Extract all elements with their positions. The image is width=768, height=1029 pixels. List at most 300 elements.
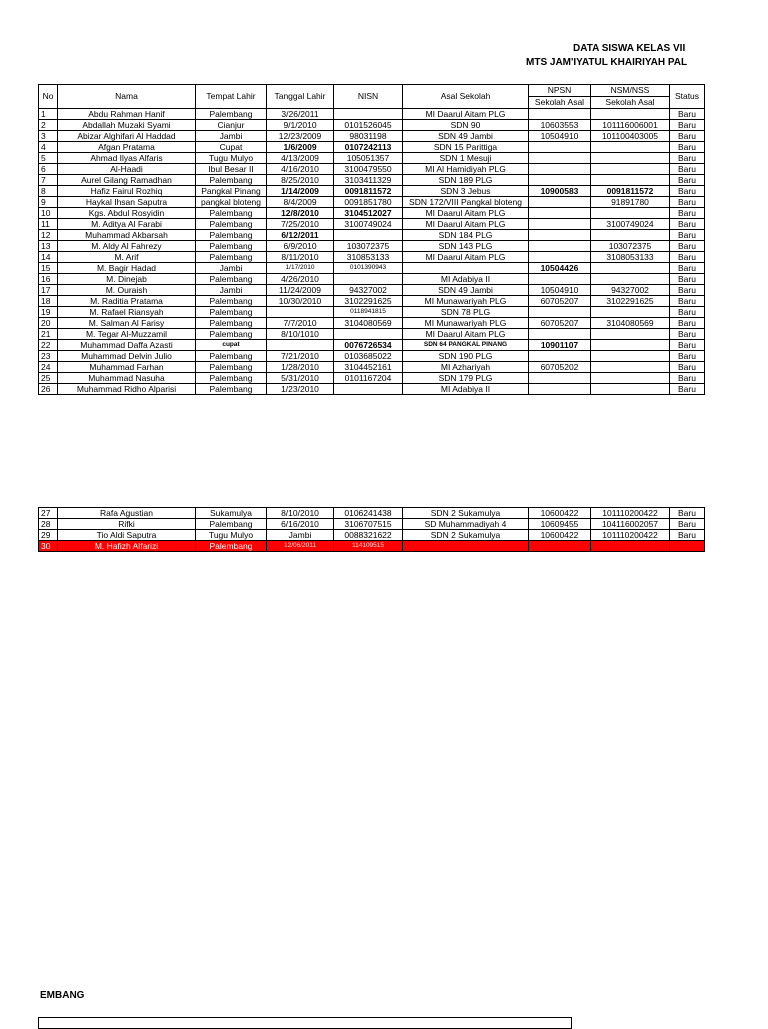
table-row	[39, 307, 705, 318]
cell-no: 20	[39, 318, 58, 329]
table-row	[39, 530, 705, 541]
cell-npsn	[529, 175, 591, 186]
cell-npsn: 60705202	[529, 362, 591, 373]
cell-tanggal: 4/26/2010	[267, 274, 334, 285]
cell-nama: Al-Haadi	[58, 164, 196, 175]
cell-nama: M. Arif	[58, 252, 196, 263]
cell-nisn: 98031198	[334, 131, 403, 142]
cell-tanggal: 8/25/2010	[267, 175, 334, 186]
cell-nsm	[591, 274, 670, 285]
cell-nisn: 105051357	[334, 153, 403, 164]
cell-nama: M. Aditya Al Farabi	[58, 219, 196, 230]
cell-nama: M. Salman Al Farisy	[58, 318, 196, 329]
cell-nama: Rafa Agustian	[58, 508, 196, 519]
cell-tanggal: 8/11/2010	[267, 252, 334, 263]
cell-nama: Hafiz Fairul Rozhiq	[58, 186, 196, 197]
cell-status: Baru	[670, 263, 705, 274]
table-row	[39, 208, 705, 219]
cell-nisn: 3100479550	[334, 164, 403, 175]
cell-npsn	[529, 219, 591, 230]
cell-asal: SDN 78 PLG	[403, 307, 529, 318]
doc-title-line3: EMBANG	[40, 990, 85, 1001]
cell-tempat: Jambi	[196, 263, 267, 274]
cell-no: 26	[39, 384, 58, 395]
cell-tanggal: 8/10/1010	[267, 329, 334, 340]
cell-npsn: 10504910	[529, 285, 591, 296]
cell-asal: SDN 49 Jambi	[403, 131, 529, 142]
cell-npsn	[529, 109, 591, 120]
cell-nisn: 0107242113	[334, 142, 403, 153]
cell-tanggal: 5/31/2010	[267, 373, 334, 384]
cell-tempat: Palembang	[196, 208, 267, 219]
cell-tanggal: 4/13/2009	[267, 153, 334, 164]
cell-asal: MI Al Hamidiyah PLG	[403, 164, 529, 175]
table-row	[39, 230, 705, 241]
cell-nsm	[591, 175, 670, 186]
cell-nisn: 310853133	[334, 252, 403, 263]
cell-tempat: Tugu Mulyo	[196, 530, 267, 541]
cell-npsn: 10600422	[529, 530, 591, 541]
cell-tempat: Palembang	[196, 541, 267, 552]
cell-nama: M. Hafizh Alfarizi	[58, 541, 196, 552]
cell-asal	[403, 541, 529, 552]
cell-status: Baru	[670, 186, 705, 197]
cell-nsm: 101110200422	[591, 530, 670, 541]
cell-npsn: 10901107	[529, 340, 591, 351]
cell-asal: MI Daarul Aitam PLG	[403, 208, 529, 219]
cell-nsm	[591, 230, 670, 241]
cell-nama: M. Aldy Al Fahrezy	[58, 241, 196, 252]
cell-tempat: Jambi	[196, 285, 267, 296]
cell-nsm	[591, 164, 670, 175]
table-row	[39, 142, 705, 153]
table-row	[39, 131, 705, 142]
cell-no: 29	[39, 530, 58, 541]
cell-status	[670, 541, 705, 552]
cell-nama: M. Raditia Pratama	[58, 296, 196, 307]
cell-status: Baru	[670, 285, 705, 296]
table-row	[39, 296, 705, 307]
cell-nama: M. Bagir Hadad	[58, 263, 196, 274]
cell-no: 6	[39, 164, 58, 175]
cell-no: 8	[39, 186, 58, 197]
cell-nisn: 3104080569	[334, 318, 403, 329]
table-row	[39, 153, 705, 164]
cell-asal: SDN 64 PANGKAL PINANG	[403, 340, 529, 351]
cell-status: Baru	[670, 318, 705, 329]
cell-no: 2	[39, 120, 58, 131]
cell-tanggal: 6/16/2010	[267, 519, 334, 530]
cell-no: 19	[39, 307, 58, 318]
cell-tempat: Palembang	[196, 373, 267, 384]
cell-status: Baru	[670, 362, 705, 373]
cell-tempat: Palembang	[196, 230, 267, 241]
cell-status: Baru	[670, 296, 705, 307]
cell-nisn: 0101167204	[334, 373, 403, 384]
cell-nisn	[334, 329, 403, 340]
cell-nsm: 3108053133	[591, 252, 670, 263]
cell-no: 25	[39, 373, 58, 384]
cell-nisn: 0118941815	[334, 307, 403, 318]
cell-npsn	[529, 241, 591, 252]
cell-nisn: 3106707515	[334, 519, 403, 530]
cell-npsn	[529, 384, 591, 395]
cell-nama: M. Dinejab	[58, 274, 196, 285]
cell-nisn	[334, 109, 403, 120]
cell-status: Baru	[670, 120, 705, 131]
cell-status: Baru	[670, 351, 705, 362]
cell-asal: SDN 190 PLG	[403, 351, 529, 362]
cell-nama: Muhammad Ridho Alparisi	[58, 384, 196, 395]
cell-tanggal: 8/10/2010	[267, 508, 334, 519]
cell-tempat: Palembang	[196, 109, 267, 120]
cell-no: 28	[39, 519, 58, 530]
table-row	[39, 285, 705, 296]
cell-status: Baru	[670, 329, 705, 340]
header-npsn-sub: Sekolah Asal	[529, 97, 591, 109]
cell-status: Baru	[670, 208, 705, 219]
cell-no: 7	[39, 175, 58, 186]
cell-nisn: 3104452161	[334, 362, 403, 373]
cell-asal	[403, 263, 529, 274]
cell-npsn: 10609455	[529, 519, 591, 530]
table-row	[39, 120, 705, 131]
cell-nisn: 103072375	[334, 241, 403, 252]
cell-nama: Muhammad Nasuha	[58, 373, 196, 384]
cell-tempat: Palembang	[196, 296, 267, 307]
cell-tempat: Tugu Mulyo	[196, 153, 267, 164]
cell-nisn: 0091851780	[334, 197, 403, 208]
cell-asal: SDN 2 Sukamulya	[403, 508, 529, 519]
cell-no: 22	[39, 340, 58, 351]
cell-tanggal: 7/21/2010	[267, 351, 334, 362]
cell-nisn	[334, 384, 403, 395]
cell-tanggal: 12/23/2009	[267, 131, 334, 142]
cell-tempat: Cupat	[196, 142, 267, 153]
cell-tanggal: 10/30/2010	[267, 296, 334, 307]
cell-asal: SDN 172/VIII Pangkal bloteng	[403, 197, 529, 208]
header-tanggal-lahir: Tanggal Lahir	[267, 85, 334, 109]
header-asal-sekolah: Asal Sekolah	[403, 85, 529, 109]
cell-nsm: 3104080569	[591, 318, 670, 329]
cell-nsm: 101100403005	[591, 131, 670, 142]
cell-tempat: Palembang	[196, 307, 267, 318]
cell-tempat: Palembang	[196, 519, 267, 530]
cell-nisn: 0101390943	[334, 263, 403, 274]
cell-nsm	[591, 384, 670, 395]
cell-status: Baru	[670, 530, 705, 541]
cell-nsm	[591, 351, 670, 362]
cell-tanggal: 12/8/2010	[267, 208, 334, 219]
cell-asal: SDN 2 Sukamulya	[403, 530, 529, 541]
cell-nsm: 3102291625	[591, 296, 670, 307]
cell-nama: Ahmad Ilyas Alfaris	[58, 153, 196, 164]
table-row	[39, 241, 705, 252]
cell-nsm	[591, 153, 670, 164]
cell-status: Baru	[670, 230, 705, 241]
cell-tempat: Ibul Besar II	[196, 164, 267, 175]
cell-nsm	[591, 541, 670, 552]
cell-npsn: 10600422	[529, 508, 591, 519]
cell-tanggal: 1/6/2009	[267, 142, 334, 153]
cell-asal: SDN 143 PLG	[403, 241, 529, 252]
cell-tempat: cupat	[196, 340, 267, 351]
cell-nsm	[591, 142, 670, 153]
cell-no: 23	[39, 351, 58, 362]
cell-nama: Afgan Pratama	[58, 142, 196, 153]
cell-nisn: 114109515	[334, 541, 403, 552]
cell-no: 1	[39, 109, 58, 120]
cell-status: Baru	[670, 384, 705, 395]
cell-no: 5	[39, 153, 58, 164]
table-row	[39, 340, 705, 351]
cell-status: Baru	[670, 142, 705, 153]
cell-nama: M. Rafael Riansyah	[58, 307, 196, 318]
cell-no: 18	[39, 296, 58, 307]
cell-no: 10	[39, 208, 58, 219]
cell-no: 15	[39, 263, 58, 274]
cell-status: Baru	[670, 373, 705, 384]
cell-status: Baru	[670, 508, 705, 519]
cell-tempat: Palembang	[196, 175, 267, 186]
cell-tempat: Palembang	[196, 384, 267, 395]
table-row	[39, 318, 705, 329]
cell-nisn	[334, 230, 403, 241]
cell-npsn: 10504426	[529, 263, 591, 274]
header-nsm-sub: Sekolah Asal	[591, 97, 670, 109]
cell-status: Baru	[670, 153, 705, 164]
doc-title-line2: MTS JAM'IYATUL KHAIRIYAH PAL	[526, 57, 688, 68]
cell-nisn	[334, 274, 403, 285]
partial-table-edge	[38, 1017, 572, 1029]
student-table	[38, 84, 705, 395]
cell-npsn	[529, 252, 591, 263]
cell-asal: SDN 49 Jambi	[403, 285, 529, 296]
cell-nama: Rifki	[58, 519, 196, 530]
cell-tempat: Palembang	[196, 351, 267, 362]
cell-asal: SDN 15 Parittiga	[403, 142, 529, 153]
cell-tempat: Palembang	[196, 318, 267, 329]
cell-nsm: 91891780	[591, 197, 670, 208]
cell-nama: Muhammad Delvin Julio	[58, 351, 196, 362]
cell-tempat: Palembang	[196, 274, 267, 285]
cell-nisn: 0103685022	[334, 351, 403, 362]
cell-asal: SDN 1 Mesuji	[403, 153, 529, 164]
cell-asal: MI Adabiya II	[403, 274, 529, 285]
cell-status: Baru	[670, 109, 705, 120]
cell-nama: Muhammad Daffa Azasti	[58, 340, 196, 351]
cell-no: 13	[39, 241, 58, 252]
cell-no: 27	[39, 508, 58, 519]
cell-status: Baru	[670, 340, 705, 351]
cell-nisn: 0088321622	[334, 530, 403, 541]
cell-asal: SDN 184 PLG	[403, 230, 529, 241]
table-row	[39, 373, 705, 384]
cell-tanggal: 6/12/2011	[267, 230, 334, 241]
cell-nama: M. Ouraish	[58, 285, 196, 296]
cell-no: 14	[39, 252, 58, 263]
cell-tanggal: 1/14/2009	[267, 186, 334, 197]
cell-no: 11	[39, 219, 58, 230]
cell-no: 24	[39, 362, 58, 373]
cell-npsn	[529, 329, 591, 340]
cell-nisn: 0106241438	[334, 508, 403, 519]
cell-asal: SDN 90	[403, 120, 529, 131]
header-tempat-lahir: Tempat Lahir	[196, 85, 267, 109]
cell-nsm	[591, 109, 670, 120]
header-row	[39, 85, 705, 97]
cell-nsm: 0091811572	[591, 186, 670, 197]
cell-no: 12	[39, 230, 58, 241]
cell-no: 21	[39, 329, 58, 340]
cell-asal: MI Azhariyah	[403, 362, 529, 373]
cell-no: 17	[39, 285, 58, 296]
cell-tempat: Palembang	[196, 219, 267, 230]
header-nisn: NISN	[334, 85, 403, 109]
cell-asal: MI Daarul Aitam PLG	[403, 219, 529, 230]
cell-tempat: pangkal bloteng	[196, 197, 267, 208]
table-row	[39, 519, 705, 530]
header-npsn: NPSN	[529, 85, 591, 97]
cell-nama: M. Tegar Al-Muzzamil	[58, 329, 196, 340]
table-row	[39, 109, 705, 120]
cell-npsn: 60705207	[529, 296, 591, 307]
table-row	[39, 263, 705, 274]
cell-asal: MI Adabiya II	[403, 384, 529, 395]
cell-tanggal: 11/24/2009	[267, 285, 334, 296]
cell-nsm	[591, 329, 670, 340]
cell-asal: SD Muhammadiyah 4	[403, 519, 529, 530]
cell-nisn: 0076726534	[334, 340, 403, 351]
cell-nama: Aurel Gilang Ramadhan	[58, 175, 196, 186]
cell-nsm	[591, 307, 670, 318]
cell-asal: MI Munawariyah PLG	[403, 318, 529, 329]
cell-nama: Haykal Ihsan Saputra	[58, 197, 196, 208]
cell-no: 4	[39, 142, 58, 153]
cell-nisn: 3102291625	[334, 296, 403, 307]
cell-status: Baru	[670, 219, 705, 230]
cell-nisn: 94327002	[334, 285, 403, 296]
cell-nsm	[591, 263, 670, 274]
cell-npsn	[529, 230, 591, 241]
cell-status: Baru	[670, 131, 705, 142]
table-row	[39, 197, 705, 208]
cell-npsn: 60705207	[529, 318, 591, 329]
cell-status: Baru	[670, 252, 705, 263]
cell-tempat: Palembang	[196, 241, 267, 252]
cell-nsm	[591, 362, 670, 373]
cell-nama: Muhammad Farhan	[58, 362, 196, 373]
table-row	[39, 164, 705, 175]
cell-nsm	[591, 340, 670, 351]
table-row	[39, 362, 705, 373]
table-row	[39, 252, 705, 263]
cell-status: Baru	[670, 519, 705, 530]
cell-tanggal: 8/4/2009	[267, 197, 334, 208]
table-row	[39, 329, 705, 340]
cell-asal: MI Daarul Aitam PLG	[403, 329, 529, 340]
cell-tempat: Palembang	[196, 329, 267, 340]
cell-tanggal: 12/06/2011	[267, 541, 334, 552]
student-table-continued	[38, 507, 705, 552]
cell-nsm: 101110200422	[591, 508, 670, 519]
cell-status: Baru	[670, 164, 705, 175]
cell-nsm: 103072375	[591, 241, 670, 252]
cell-tempat: Sukamulya	[196, 508, 267, 519]
cell-npsn	[529, 373, 591, 384]
cell-tempat: Jambi	[196, 131, 267, 142]
cell-tanggal	[267, 340, 334, 351]
cell-tempat: Cianjur	[196, 120, 267, 131]
cell-npsn	[529, 153, 591, 164]
cell-status: Baru	[670, 274, 705, 285]
cell-npsn	[529, 142, 591, 153]
cell-nsm	[591, 208, 670, 219]
cell-tanggal: 1/23/2010	[267, 384, 334, 395]
cell-npsn	[529, 197, 591, 208]
cell-nama: Abizar Alghifari Al Haddad	[58, 131, 196, 142]
cell-no: 30	[39, 541, 58, 552]
doc-title-line1: DATA SISWA KELAS VII	[573, 43, 686, 54]
cell-no: 9	[39, 197, 58, 208]
cell-asal: MI Munawariyah PLG	[403, 296, 529, 307]
cell-nsm: 101116006001	[591, 120, 670, 131]
cell-nisn: 3104512027	[334, 208, 403, 219]
header-status: Status	[670, 85, 705, 109]
table-row	[39, 274, 705, 285]
header-no: No	[39, 85, 58, 109]
cell-npsn: 10504910	[529, 131, 591, 142]
cell-npsn	[529, 351, 591, 362]
cell-asal: MI Daarul Aitam PLG	[403, 252, 529, 263]
table-row	[39, 186, 705, 197]
cell-asal: SDN 189 PLG	[403, 175, 529, 186]
cell-tanggal: 7/25/2010	[267, 219, 334, 230]
cell-asal: SDN 3 Jebus	[403, 186, 529, 197]
table-row	[39, 175, 705, 186]
cell-nsm: 94327002	[591, 285, 670, 296]
table-row	[39, 351, 705, 362]
cell-nisn: 0091811572	[334, 186, 403, 197]
cell-status: Baru	[670, 175, 705, 186]
cell-tanggal: 6/9/2010	[267, 241, 334, 252]
cell-nsm: 3100749024	[591, 219, 670, 230]
table-row	[39, 508, 705, 519]
table-row	[39, 384, 705, 395]
table-row	[39, 219, 705, 230]
table-row	[39, 541, 705, 552]
cell-tanggal	[267, 307, 334, 318]
cell-nama: Abdallah Muzaki Syami	[58, 120, 196, 131]
cell-tempat: Palembang	[196, 362, 267, 373]
cell-tanggal: 1/17/2010	[267, 263, 334, 274]
cell-nama: Tio Aldi Saputra	[58, 530, 196, 541]
cell-tanggal: 3/26/2011	[267, 109, 334, 120]
cell-npsn	[529, 541, 591, 552]
cell-nisn: 3100749024	[334, 219, 403, 230]
cell-tanggal: 9/1/2010	[267, 120, 334, 131]
cell-nama: Kgs. Abdul Rosyidin	[58, 208, 196, 219]
cell-npsn	[529, 208, 591, 219]
cell-asal: SDN 179 PLG	[403, 373, 529, 384]
cell-nisn: 0101526045	[334, 120, 403, 131]
cell-npsn: 10900583	[529, 186, 591, 197]
cell-tanggal: 1/28/2010	[267, 362, 334, 373]
cell-nama: Muhammad Akbarsah	[58, 230, 196, 241]
cell-no: 16	[39, 274, 58, 285]
cell-status: Baru	[670, 307, 705, 318]
cell-status: Baru	[670, 197, 705, 208]
